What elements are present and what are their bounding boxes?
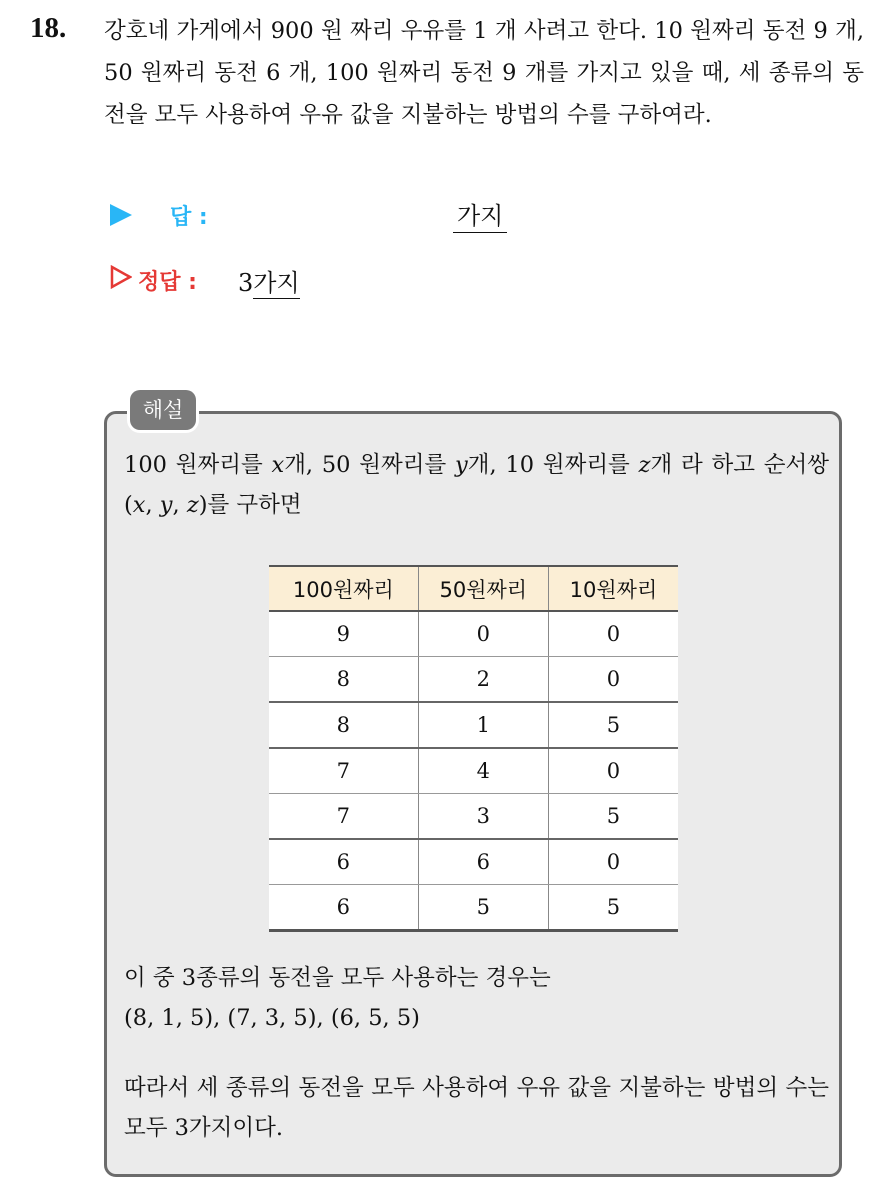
table-header-cell: 100원짜리	[269, 566, 418, 611]
table-row	[269, 657, 678, 703]
play-triangle-icon	[110, 204, 132, 226]
table-header-cell: 50원짜리	[418, 566, 548, 611]
correct-answer-number: 3	[238, 269, 254, 297]
correct-answer-label: 정답 :	[138, 270, 197, 295]
answer-blank[interactable]: 가지	[453, 196, 507, 233]
table-row	[269, 794, 678, 840]
coin-combination-table	[269, 565, 678, 932]
correct-answer-value	[238, 263, 300, 298]
table-cell: 5	[548, 794, 678, 840]
table-cell: 0	[548, 748, 678, 794]
table-cell: 3	[418, 794, 548, 840]
table-row	[269, 748, 678, 794]
table-cell: 8	[269, 657, 418, 703]
correct-answer-row	[110, 260, 510, 300]
table-cell: 0	[548, 611, 678, 657]
table-cell: 2	[418, 657, 548, 703]
answer-row	[110, 196, 530, 236]
solution-cases-list: (8, 1, 5), (7, 3, 5), (6, 5, 5)	[124, 1005, 420, 1031]
table-cell: 0	[548, 657, 678, 703]
table-cell: 9	[269, 611, 418, 657]
table-cell: 5	[548, 885, 678, 931]
table-cell: 6	[269, 839, 418, 885]
table-row	[269, 885, 678, 931]
solution-conclusion: 따라서 세 종류의 동전을 모두 사용하여 우유 값을 지불하는 방법의 수는 모두 3가지이다.	[124, 1075, 829, 1141]
table-cell: 1	[418, 702, 548, 748]
table-row	[269, 839, 678, 885]
table-cell: 5	[418, 885, 548, 931]
table-cell: 6	[269, 885, 418, 931]
table-row	[269, 611, 678, 657]
solution-intro: 100 원짜리를 x개, 50 원짜리를 y개, 10 원짜리를 z개 라 하고 순서쌍 (x, y, z)를 구하면	[124, 452, 829, 518]
table-cell: 8	[269, 702, 418, 748]
table-header-row	[269, 566, 678, 611]
correct-answer-unit: 가지	[253, 269, 300, 297]
solution-tag: 해설	[130, 390, 196, 430]
table-row	[269, 702, 678, 748]
question-text: 강호네 가게에서 900 원 짜리 우유를 1 개 사려고 한다. 10 원짜리 동전 9 개, 50 원짜리 동전 6 개, 100 원짜리 동전 9 개를 가지고 있을 때, 세 종류의 동전을 모두 사용하여 우유 값을 지불하는 방법의 수를 구하여라.	[104, 18, 864, 128]
question-number: 18.	[30, 12, 67, 44]
table-cell: 4	[418, 748, 548, 794]
outline-triangle-icon	[110, 265, 132, 289]
table-header-cell: 10원짜리	[548, 566, 678, 611]
table-cell: 7	[269, 794, 418, 840]
table-cell: 7	[269, 748, 418, 794]
table-cell: 6	[418, 839, 548, 885]
table-cell: 0	[418, 611, 548, 657]
table-cell: 0	[548, 839, 678, 885]
answer-label: 답 :	[170, 205, 208, 230]
solution-cases	[124, 958, 829, 1038]
table-cell: 5	[548, 702, 678, 748]
solution-cases-line: 이 중 3종류의 동전을 모두 사용하는 경우는	[124, 965, 551, 991]
